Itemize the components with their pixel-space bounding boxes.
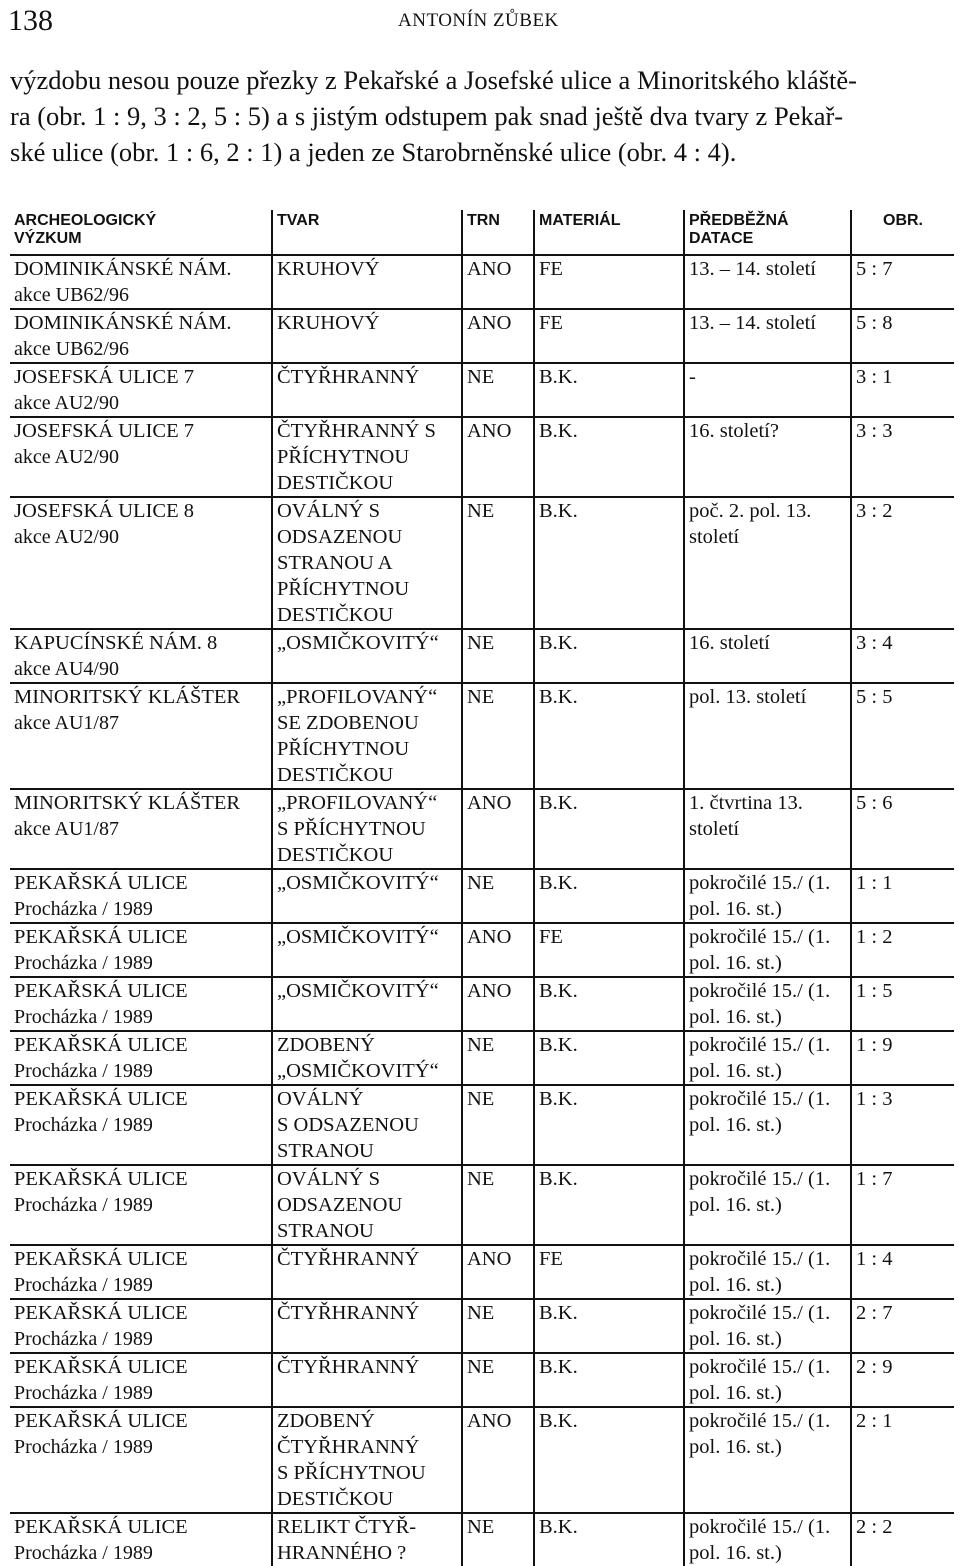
cell-pin: ANO (462, 923, 534, 977)
cell-dating (684, 417, 851, 497)
cell-figure: 2 : 1 (851, 1407, 954, 1513)
dating-line: století (689, 818, 740, 840)
cell-shape (272, 1299, 462, 1353)
cell-figure: 2 : 9 (851, 1353, 954, 1407)
header-dating-line: DATACE (689, 230, 754, 247)
site-name: PEKAŘSKÁ ULICE (14, 1034, 188, 1056)
shape-line: „OSMIČKOVITÝ“ (277, 980, 439, 1002)
cell-material: B.K. (534, 629, 684, 683)
cell-site (10, 1407, 272, 1513)
cell-pin: NE (462, 363, 534, 417)
site-name: PEKAŘSKÁ ULICE (14, 1168, 188, 1190)
cell-dating (684, 1353, 851, 1407)
shape-line: ČTYŘHRANNÝ S (277, 420, 436, 442)
shape-line: DESTIČKOU (277, 844, 394, 866)
cell-material: B.K. (534, 1299, 684, 1353)
shape-line: HRANNÉHO ? (277, 1542, 407, 1564)
table-row (10, 1407, 954, 1513)
site-name: MINORITSKÝ KLÁŠTER (14, 686, 241, 708)
site-reference: Procházka / 1989 (14, 1542, 153, 1564)
site-name: PEKAŘSKÁ ULICE (14, 1356, 188, 1378)
cell-site (10, 255, 272, 309)
site-name: PEKAŘSKÁ ULICE (14, 926, 188, 948)
shape-line: OVÁLNÝ (277, 1088, 364, 1110)
site-reference: Procházka / 1989 (14, 1194, 153, 1216)
table-row (10, 923, 954, 977)
header-material: MATERIÁL (534, 210, 684, 255)
cell-dating (684, 1407, 851, 1513)
table-header-row (10, 210, 954, 255)
running-head: ANTONÍN ZŮBEK (398, 10, 559, 31)
cell-figure: 2 : 2 (851, 1513, 954, 1566)
site-reference: akce AU2/90 (14, 526, 119, 548)
table-row (10, 977, 954, 1031)
cell-shape (272, 1085, 462, 1165)
site-name: JOSEFSKÁ ULICE 8 (14, 500, 194, 522)
table-row (10, 1031, 954, 1085)
site-reference: Procházka / 1989 (14, 898, 153, 920)
shape-line: „OSMIČKOVITÝ“ (277, 872, 439, 894)
header-dating-line: PŘEDBĚŽNÁ (689, 212, 789, 229)
site-reference: akce UB62/96 (14, 284, 129, 306)
site-reference: akce AU1/87 (14, 712, 119, 734)
shape-line: ČTYŘHRANNÝ (277, 1356, 420, 1378)
cell-shape (272, 363, 462, 417)
shape-line: STRANOU A (277, 552, 393, 574)
cell-material: B.K. (534, 417, 684, 497)
shape-line: DESTIČKOU (277, 604, 394, 626)
cell-figure: 5 : 6 (851, 789, 954, 869)
dating-line: pol. 13. století (689, 686, 807, 708)
table-row (10, 255, 954, 309)
dating-line: pol. 16. st.) (689, 1114, 782, 1136)
cell-material: FE (534, 255, 684, 309)
shape-line: ČTYŘHRANNÝ (277, 1302, 420, 1324)
cell-figure: 2 : 7 (851, 1299, 954, 1353)
intro-line: výzdobu nesou pouze přezky z Pekařské a Josefské ulice a Minoritského kláště- (10, 65, 858, 95)
table-row (10, 1085, 954, 1165)
cell-shape (272, 629, 462, 683)
header-dating (684, 210, 851, 255)
site-name: PEKAŘSKÁ ULICE (14, 1088, 188, 1110)
cell-site (10, 869, 272, 923)
shape-line: OVÁLNÝ S (277, 1168, 381, 1190)
site-reference: Procházka / 1989 (14, 1328, 153, 1350)
site-name: PEKAŘSKÁ ULICE (14, 872, 188, 894)
site-reference: akce AU4/90 (14, 658, 119, 680)
header-figure: OBR. (851, 210, 954, 255)
dating-line: 13. – 14. století (689, 258, 816, 280)
cell-site (10, 309, 272, 363)
dating-line: pokročilé 15./ (1. (689, 1034, 831, 1056)
site-reference: Procházka / 1989 (14, 1060, 153, 1082)
cell-shape (272, 497, 462, 629)
cell-shape (272, 417, 462, 497)
cell-pin: NE (462, 1165, 534, 1245)
dating-line: pol. 16. st.) (689, 898, 782, 920)
cell-site (10, 1353, 272, 1407)
shape-line: ZDOBENÝ (277, 1410, 375, 1432)
cell-figure: 3 : 4 (851, 629, 954, 683)
shape-line: STRANOU (277, 1220, 374, 1242)
cell-pin: ANO (462, 417, 534, 497)
dating-line: pol. 16. st.) (689, 1436, 782, 1458)
cell-shape (272, 1513, 462, 1566)
table-row (10, 1353, 954, 1407)
dating-line: pokročilé 15./ (1. (689, 872, 831, 894)
dating-line: - (689, 366, 696, 388)
shape-line: ODSAZENOU (277, 1194, 403, 1216)
site-name: DOMINIKÁNSKÉ NÁM. (14, 258, 232, 280)
cell-pin: NE (462, 683, 534, 789)
shape-line: RELIKT ČTYŘ- (277, 1516, 417, 1538)
cell-pin: NE (462, 497, 534, 629)
dating-line: pokročilé 15./ (1. (689, 1168, 831, 1190)
dating-line: poč. 2. pol. 13. (689, 500, 812, 522)
shape-line: PŘÍCHYTNOU (277, 446, 410, 468)
shape-line: ZDOBENÝ (277, 1034, 375, 1056)
cell-shape (272, 309, 462, 363)
cell-pin: ANO (462, 309, 534, 363)
cell-pin: NE (462, 1085, 534, 1165)
table-row (10, 309, 954, 363)
cell-dating (684, 255, 851, 309)
site-reference: Procházka / 1989 (14, 1274, 153, 1296)
dating-line: pol. 16. st.) (689, 1542, 782, 1564)
shape-line: OVÁLNÝ S (277, 500, 381, 522)
cell-site (10, 417, 272, 497)
dating-line: 13. – 14. století (689, 312, 816, 334)
cell-dating (684, 309, 851, 363)
cell-material: B.K. (534, 363, 684, 417)
site-reference: akce AU2/90 (14, 446, 119, 468)
intro-paragraph (10, 62, 950, 170)
site-name: PEKAŘSKÁ ULICE (14, 1516, 188, 1538)
cell-material: B.K. (534, 497, 684, 629)
cell-pin: NE (462, 869, 534, 923)
header-site (10, 210, 272, 255)
cell-figure: 5 : 8 (851, 309, 954, 363)
cell-site (10, 789, 272, 869)
cell-pin: ANO (462, 977, 534, 1031)
cell-figure: 5 : 5 (851, 683, 954, 789)
dating-line: pol. 16. st.) (689, 952, 782, 974)
dating-line: pokročilé 15./ (1. (689, 1088, 831, 1110)
cell-pin: NE (462, 1353, 534, 1407)
dating-line: pokročilé 15./ (1. (689, 1356, 831, 1378)
cell-shape (272, 1353, 462, 1407)
cell-figure: 1 : 5 (851, 977, 954, 1031)
table-row (10, 1245, 954, 1299)
cell-material: B.K. (534, 977, 684, 1031)
cell-shape (272, 869, 462, 923)
cell-site (10, 1031, 272, 1085)
cell-pin: ANO (462, 1407, 534, 1513)
site-name: PEKAŘSKÁ ULICE (14, 1410, 188, 1432)
cell-dating (684, 1513, 851, 1566)
shape-line: STRANOU (277, 1140, 374, 1162)
site-name: JOSEFSKÁ ULICE 7 (14, 420, 194, 442)
site-reference: akce AU2/90 (14, 392, 119, 414)
header-site-line: VÝZKUM (14, 230, 82, 247)
shape-line: „PROFILOVANÝ“ (277, 792, 438, 814)
table-row (10, 789, 954, 869)
dating-line: pokročilé 15./ (1. (689, 1248, 831, 1270)
dating-line: pol. 16. st.) (689, 1060, 782, 1082)
cell-figure: 3 : 2 (851, 497, 954, 629)
cell-pin: NE (462, 1513, 534, 1566)
cell-site (10, 497, 272, 629)
shape-line: ČTYŘHRANNÝ (277, 1248, 420, 1270)
cell-dating (684, 1299, 851, 1353)
cell-material: B.K. (534, 1165, 684, 1245)
table-row (10, 629, 954, 683)
cell-material: FE (534, 309, 684, 363)
dating-line: století (689, 526, 740, 548)
cell-pin: NE (462, 1299, 534, 1353)
cell-shape (272, 683, 462, 789)
cell-material: B.K. (534, 683, 684, 789)
cell-material: FE (534, 923, 684, 977)
cell-dating (684, 869, 851, 923)
cell-dating (684, 629, 851, 683)
shape-line: KRUHOVÝ (277, 258, 380, 280)
cell-material: FE (534, 1245, 684, 1299)
shape-line: DESTIČKOU (277, 764, 394, 786)
cell-dating (684, 497, 851, 629)
cell-shape (272, 923, 462, 977)
cell-material: B.K. (534, 1085, 684, 1165)
cell-site (10, 683, 272, 789)
cell-figure: 3 : 3 (851, 417, 954, 497)
cell-material: B.K. (534, 1513, 684, 1566)
cell-figure: 3 : 1 (851, 363, 954, 417)
cell-site (10, 1299, 272, 1353)
site-name: JOSEFSKÁ ULICE 7 (14, 366, 194, 388)
site-reference: Procházka / 1989 (14, 1114, 153, 1136)
cell-site (10, 1245, 272, 1299)
site-name: PEKAŘSKÁ ULICE (14, 980, 188, 1002)
site-reference: Procházka / 1989 (14, 1436, 153, 1458)
table-row (10, 683, 954, 789)
dating-line: pokročilé 15./ (1. (689, 1516, 831, 1538)
header-site-line: ARCHEOLOGICKÝ (14, 212, 157, 229)
cell-shape (272, 255, 462, 309)
dating-line: pokročilé 15./ (1. (689, 1302, 831, 1324)
site-reference: akce UB62/96 (14, 338, 129, 360)
site-reference: Procházka / 1989 (14, 1006, 153, 1028)
dating-line: pokročilé 15./ (1. (689, 1410, 831, 1432)
cell-dating (684, 363, 851, 417)
site-name: KAPUCÍNSKÉ NÁM. 8 (14, 632, 218, 654)
dating-line: pol. 16. st.) (689, 1328, 782, 1350)
intro-line: ra (obr. 1 : 9, 3 : 2, 5 : 5) a s jistým odstupem pak snad ještě dva tvary z Pekař- (10, 101, 844, 131)
table-row (10, 417, 954, 497)
cell-site (10, 977, 272, 1031)
cell-shape (272, 1407, 462, 1513)
cell-material: B.K. (534, 1407, 684, 1513)
cell-material: B.K. (534, 869, 684, 923)
site-reference: akce AU1/87 (14, 818, 119, 840)
cell-shape (272, 1245, 462, 1299)
header-shape: TVAR (272, 210, 462, 255)
dating-line: pol. 16. st.) (689, 1274, 782, 1296)
shape-line: SE ZDOBENOU (277, 712, 419, 734)
finds-table (10, 210, 954, 1566)
shape-line: S PŘÍCHYTNOU (277, 818, 426, 840)
site-name: PEKAŘSKÁ ULICE (14, 1302, 188, 1324)
shape-line: „OSMIČKOVITÝ“ (277, 1060, 439, 1082)
shape-line: DESTIČKOU (277, 472, 394, 494)
site-name: MINORITSKÝ KLÁŠTER (14, 792, 241, 814)
cell-shape (272, 789, 462, 869)
cell-dating (684, 923, 851, 977)
shape-line: „OSMIČKOVITÝ“ (277, 632, 439, 654)
table-row (10, 869, 954, 923)
cell-pin: ANO (462, 255, 534, 309)
cell-pin: NE (462, 629, 534, 683)
cell-pin: ANO (462, 1245, 534, 1299)
shape-line: KRUHOVÝ (277, 312, 380, 334)
shape-line: PŘÍCHYTNOU (277, 738, 410, 760)
shape-line: ČTYŘHRANNÝ (277, 366, 420, 388)
cell-site (10, 1165, 272, 1245)
cell-pin: NE (462, 1031, 534, 1085)
site-name: PEKAŘSKÁ ULICE (14, 1248, 188, 1270)
table-row (10, 1299, 954, 1353)
cell-material: B.K. (534, 1031, 684, 1085)
cell-dating (684, 977, 851, 1031)
dating-line: pokročilé 15./ (1. (689, 926, 831, 948)
dating-line: pokročilé 15./ (1. (689, 980, 831, 1002)
cell-material: B.K. (534, 1353, 684, 1407)
cell-figure: 1 : 7 (851, 1165, 954, 1245)
cell-shape (272, 1031, 462, 1085)
cell-figure: 5 : 7 (851, 255, 954, 309)
shape-line: DESTIČKOU (277, 1488, 394, 1510)
cell-material: B.K. (534, 789, 684, 869)
cell-site (10, 1085, 272, 1165)
cell-figure: 1 : 3 (851, 1085, 954, 1165)
cell-dating (684, 1165, 851, 1245)
cell-figure: 1 : 1 (851, 869, 954, 923)
table-row (10, 497, 954, 629)
cell-dating (684, 789, 851, 869)
header-pin: TRN (462, 210, 534, 255)
dating-line: 1. čtvrtina 13. (689, 792, 803, 814)
dating-line: pol. 16. st.) (689, 1382, 782, 1404)
shape-line: S ODSAZENOU (277, 1114, 419, 1136)
dating-line: 16. století? (689, 420, 779, 442)
shape-line: „PROFILOVANÝ“ (277, 686, 438, 708)
site-reference: Procházka / 1989 (14, 1382, 153, 1404)
dating-line: pol. 16. st.) (689, 1006, 782, 1028)
cell-shape (272, 1165, 462, 1245)
shape-line: ODSAZENOU (277, 526, 403, 548)
table-row (10, 1165, 954, 1245)
shape-line: „OSMIČKOVITÝ“ (277, 926, 439, 948)
cell-shape (272, 977, 462, 1031)
shape-line: ČTYŘHRANNÝ (277, 1436, 420, 1458)
cell-figure: 1 : 9 (851, 1031, 954, 1085)
site-name: DOMINIKÁNSKÉ NÁM. (14, 312, 232, 334)
dating-line: pol. 16. st.) (689, 1194, 782, 1216)
table-row (10, 363, 954, 417)
cell-dating (684, 1245, 851, 1299)
cell-dating (684, 683, 851, 789)
cell-site (10, 923, 272, 977)
dating-line: 16. století (689, 632, 770, 654)
cell-pin: ANO (462, 789, 534, 869)
cell-site (10, 363, 272, 417)
intro-line: ské ulice (obr. 1 : 6, 2 : 1) a jeden ze Starobrněnské ulice (obr. 4 : 4). (10, 137, 737, 167)
cell-site (10, 629, 272, 683)
shape-line: PŘÍCHYTNOU (277, 578, 410, 600)
cell-dating (684, 1085, 851, 1165)
site-reference: Procházka / 1989 (14, 952, 153, 974)
cell-site (10, 1513, 272, 1566)
page-number: 138 (8, 4, 53, 37)
cell-dating (684, 1031, 851, 1085)
table-row (10, 1513, 954, 1566)
cell-figure: 1 : 2 (851, 923, 954, 977)
shape-line: S PŘÍCHYTNOU (277, 1462, 426, 1484)
cell-figure: 1 : 4 (851, 1245, 954, 1299)
